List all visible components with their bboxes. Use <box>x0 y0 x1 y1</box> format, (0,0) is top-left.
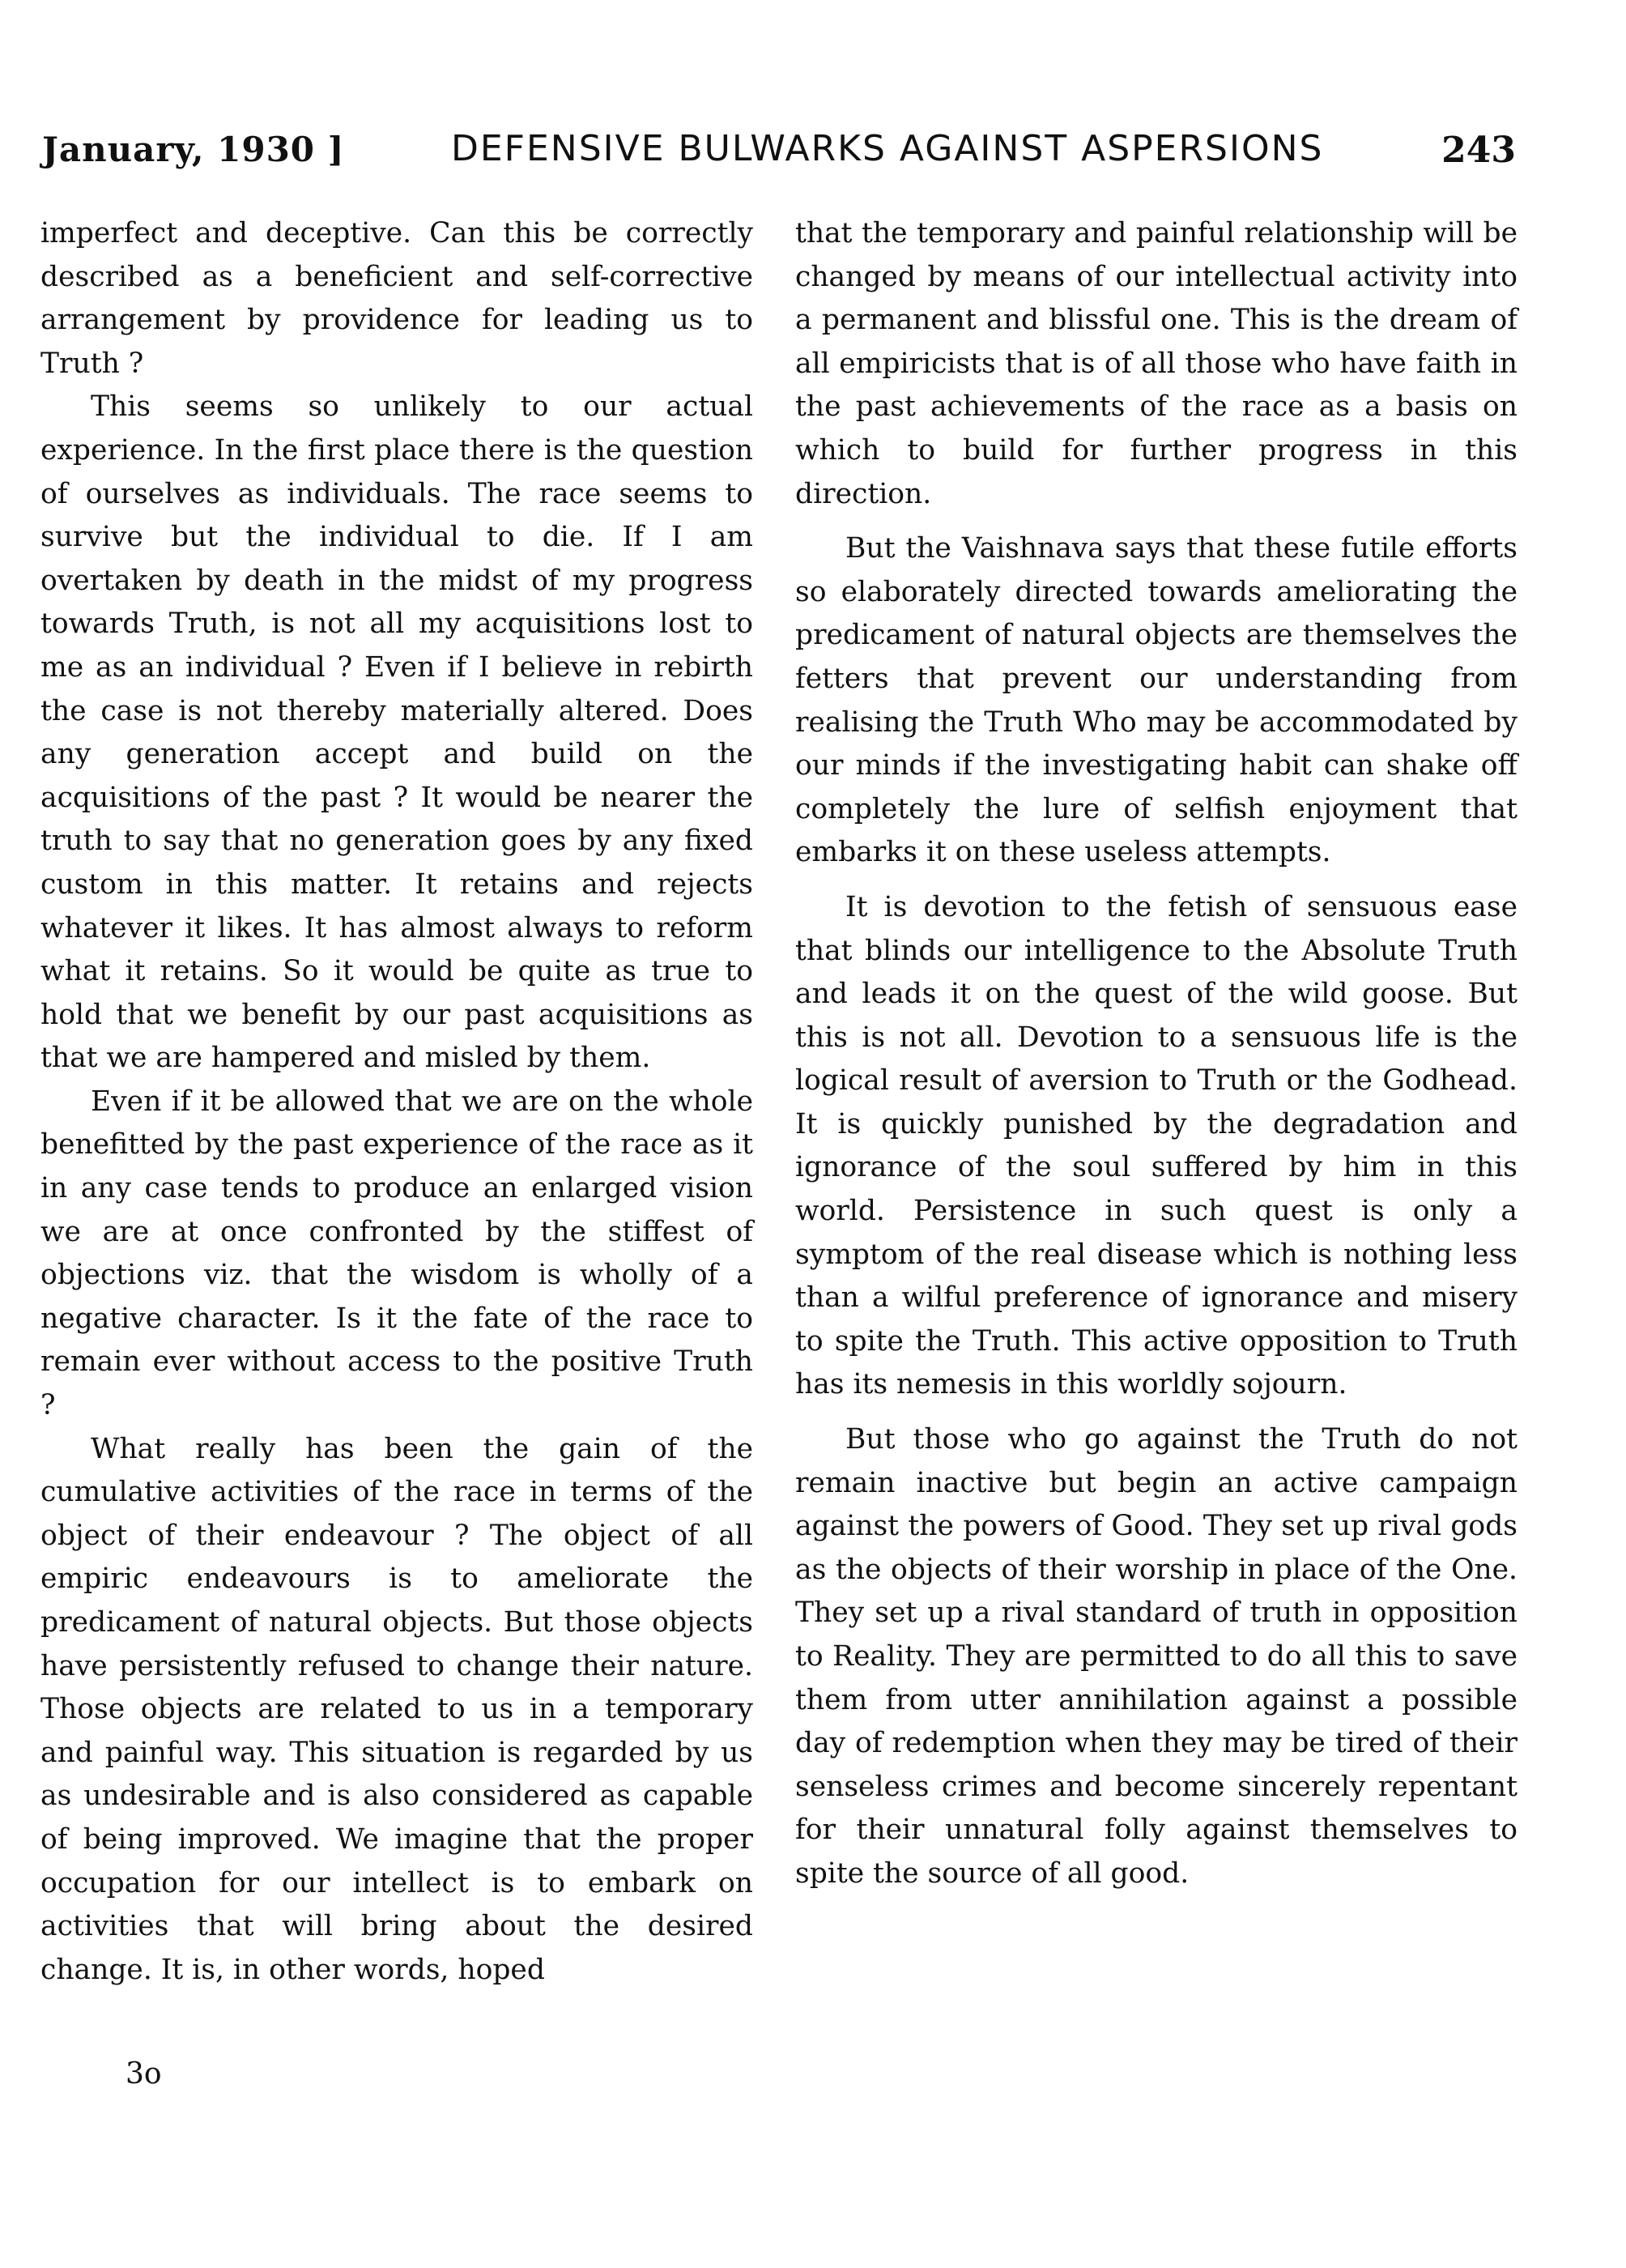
right-paragraph-3: It is devotion to the fetish of sensuous ease that blinds our intelligence to the Absolute Truth and leads it on the quest of the wild goose. But this is not all. Devotion to a sensuous life is the logical result of aversion to Truth or the Godhead. It is quickly punished by the degradation and ignorance of the soul suffered by him in this world. Persistence in such quest is only a symptom of the real disease which is nothing less than a wilful preference of ignorance and misery to spite the Truth. This active opposition to Truth has its nemesis in this worldly sojourn. <box>795 890 1517 1401</box>
left-column <box>40 212 753 1992</box>
running-head <box>42 130 1516 178</box>
page-number: 243 <box>1441 130 1516 171</box>
article-title: DEFENSIVE BULWARKS AGAINST ASPERSIONS <box>451 128 1324 169</box>
right-paragraph-4: But those who go against the Truth do not remain inactive but begin an active campaign against the powers of Good. They set up rival gods as the objects of their worship in place of the One. They set up a rival standard of truth in opposition to Reality. They are permitted to do all this to save them from utter annihilation against a possible day of redemption when they may be tired of their senseless crimes and become sincerely repentant for their unnatural folly against themselves to spite the source of all good. <box>795 1423 1517 1890</box>
right-column <box>795 212 1517 1896</box>
left-paragraph-4: What really has been the gain of the cumulative activities of the race in terms of the object of their endeavour ? The object of all empiric endeavours is to ameliorate the predicament of natural objects. But those objects have persistently refused to change their nature. Those objects are related to us in a temporary and painful way. This situation is regarded by us as undesirable and is also considered as capable of being improved. We imagine that the proper occupation for our intellect is to embark on activities that will bring about the desired change. It is, in other words, hoped <box>40 1432 753 1986</box>
left-paragraph-1: imperfect and deceptive. Can this be correctly described as a beneficient and self-corrective arrangement by providence for leading us to Truth ? <box>40 217 753 380</box>
signature-mark: 3o <box>126 2057 162 2091</box>
left-paragraph-3: Even if it be allowed that we are on the whole benefitted by the past experience of the race as it in any case tends to produce an enlarged vision we are at once confronted by the stiffest of objections viz. that the wisdom is wholly of a negative character. Is it the fate of the race to remain ever without access to the positive Truth ? <box>40 1085 753 1422</box>
issue-date: January, 1930 ] <box>42 130 345 169</box>
right-paragraph-2: But the Vaishnava says that these futile efforts so elaborately directed towards ameliorating the predicament of natural objects are themselves the fetters that prevent our understanding from realising the Truth Who may be accommodated by our minds if the investigating habit can shake off completely the lure of selfish enjoyment that embarks it on these useless attempts. <box>795 532 1517 869</box>
right-paragraph-1: that the temporary and painful relationship will be changed by means of our intellectual activity into a permanent and blissful one. This is the dream of all empiricists that is of all those who have faith in the past achievements of the race as a basis on which to build for further progress in this direction. <box>795 217 1517 510</box>
left-paragraph-2: This seems so unlikely to our actual experience. In the first place there is the question of ourselves as individuals. The race seems to survive but the individual to die. If I am overtaken by death in the midst of my progress towards Truth, is not all my acquisitions lost to me as an individual ? Even if I believe in rebirth the case is not thereby materially altered. Does any generation accept and build on the acquisitions of the past ? It would be nearer the truth to say that no generation goes by any fixed custom in this matter. It retains and rejects whatever it likes. It has almost always to reform what it retains. So it would be quite as true to hold that we benefit by our past acquisitions as that we are hampered and misled by them. <box>40 390 753 1075</box>
